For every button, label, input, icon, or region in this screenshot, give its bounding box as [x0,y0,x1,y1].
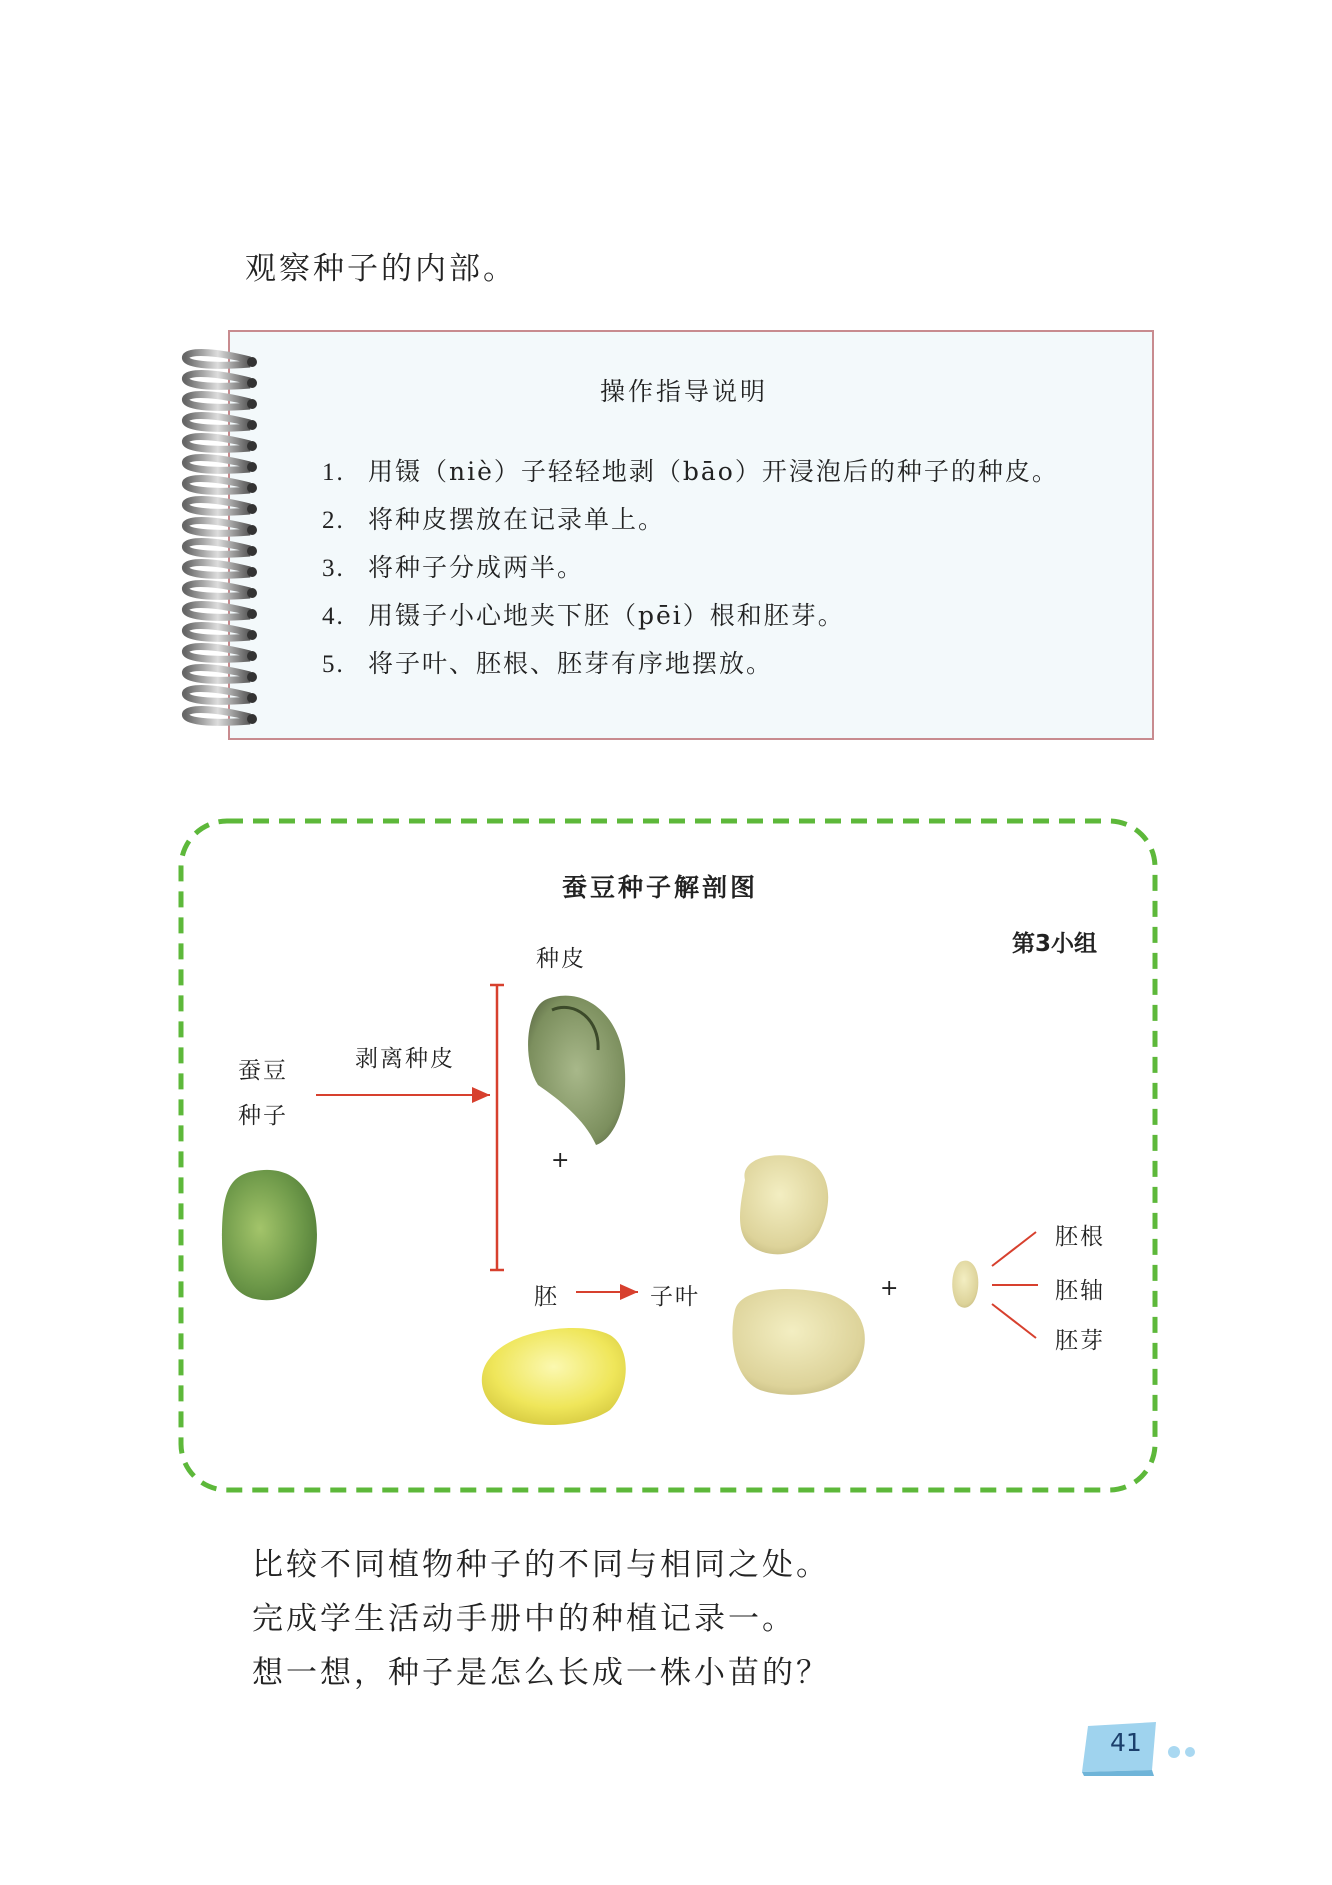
seed-coat-image [528,996,625,1145]
guide-step: 3. 将种子分成两半。 [322,553,585,582]
guide-step: 2. 将种皮摆放在记录单上。 [322,505,666,534]
intro-text: 观察种子的内部。 [245,251,517,287]
cotyledon-bottom [732,1289,864,1395]
guide-title: 操作指导说明 [600,377,769,406]
guide-step: 1. 用镊（niè）子轻轻地剥（bāo）开浸泡后的种子的种皮。 [322,457,1059,486]
group-label: 第3小组 [1012,931,1098,957]
plumule-label: 胚芽 [1055,1328,1105,1354]
embryo-label: 胚 [534,1284,559,1310]
cotyledon-top [740,1155,828,1254]
guide-step: 5. 将子叶、胚根、胚芽有序地摆放。 [322,649,774,678]
task-item: 比较不同植物种子的不同与相同之处。 [252,1547,830,1583]
page-number: 41 [1110,1728,1142,1757]
plus-sign-2: + [880,1276,899,1301]
embryo-image [482,1328,626,1425]
embryo-axis-image [952,1261,978,1308]
seed-coat-label: 种皮 [536,946,586,972]
peel-action-label: 剥离种皮 [355,1046,455,1072]
seed-label-line2: 种子 [238,1103,288,1129]
cotyledon-label: 子叶 [650,1284,700,1310]
task-item: 想一想，种子是怎么长成一株小苗的？ [252,1655,830,1691]
axis-label: 胚轴 [1055,1278,1105,1304]
diagram-title: 蚕豆种子解剖图 [562,873,759,902]
radicle-line [992,1232,1036,1266]
seed-label-line1: 蚕豆 [238,1058,288,1084]
broad-bean-seed [222,1170,317,1300]
guide-step: 4. 用镊子小心地夹下胚（pēi）根和胚芽。 [322,601,845,630]
task-list [252,1538,830,1700]
plus-sign-1: + [551,1148,570,1173]
plumule-line [992,1304,1036,1338]
task-item: 完成学生活动手册中的种植记录一。 [252,1601,796,1637]
radicle-label: 胚根 [1055,1224,1105,1250]
